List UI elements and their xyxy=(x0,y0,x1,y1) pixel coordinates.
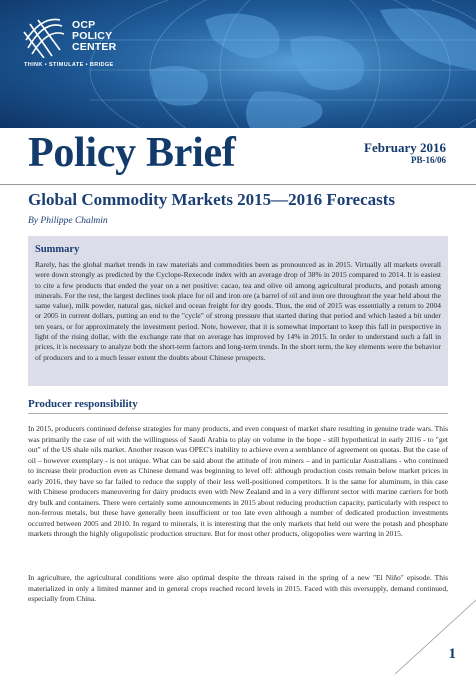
body-paragraph-1: In 2015, producers continued defense strategies for many products, and even conquest of market share resulting in genuine trade wars. This was primarily the case of oil with the willingness of Saudi Arabia to play on volume in the hope - still hypothetical in early 2016 - to "get out" of the US shale oils market. Another reason was OPEC's inability to achieve even a semblance of agreement on quotas. But the case of oil – however exemplary - is not unique. What can be said about the attitude of iron miners – and in particular Australians - who continued to increase their production even as Chinese demand was beginning to level off: although production costs remain below market prices in early 2016, they have so far failed to reduce the supply of their less well-positioned competitors. It is the same for aluminum, in this case with Chinese producers maneuvering for dairy products even with New Zealand and in a very different sector with marine carriers for both dry bulk and containers. There were certainly some announcements in 2015 about reducing production capacity, particularly with respect to non-ferrous metals, but these have generally been insufficient or too late even although a number of dedicated production investments occurred between 2005 and 2010. In regard to minerals, it is interesting that the only markets that held out were the potash and phosphate markets through the highly oligopolistic production structure. But for most other products, oligopolies were warring in 2015. xyxy=(28,424,448,538)
page-title: Policy Brief xyxy=(28,130,236,176)
publication-date: February 2016 xyxy=(364,140,446,155)
page-number: 1 xyxy=(448,646,456,662)
logo-line-ocp: OCP xyxy=(72,19,96,31)
article-headline: Global Commodity Markets 2015—2016 Forecasts xyxy=(28,190,396,209)
author-byline: By Philippe Chalmin xyxy=(28,216,108,226)
logo-tagline: THINK • STIMULATE • BRIDGE xyxy=(24,62,114,68)
summary-heading: Summary xyxy=(35,244,80,255)
section-heading: Producer responsibility xyxy=(28,398,448,414)
logo-line-center: CENTER xyxy=(72,41,117,53)
body-paragraph-2: In agriculture, the agricultural conditions were also optimal despite the threats raised in the spring of a new "El Niño" episode. This materialized in only a limited manner and in general crops reached record levels in 2015. Faced with this oversupply, demand continued, especially from China. xyxy=(28,573,448,603)
summary-text: Rarely, has the global market trends in raw materials and commodities been as pronounced as in 2015. Virtually all markets overall were down strongly as predicted by the Cyclope-Rexecode index with an average drop of 38% in 2015 compared to 2014. It is easiest to cite a few products that ended the year on a net positive: cacao, tea and olive oil among agricultural products, and potash among minerals. For the rest, the largest declines took place for oil and iron ore (a barrel of oil and iron ore throughout the year held about the same value), milk powder, natural gas, nickel and ocean freight for dry goods. Thus, the end of 2015 was essentially a return to 2004 or 2005 in current dollars, putting an end to the "cycle" of strong pressure that started during that period and which lasted a bit under ten years, or for approximately the investment period. Note, however, that it is somewhat important to keep this fall in perspective in light of the rising dollar, with the exchange rate that on average has improved by 14% in 2015. In order to understand such a fall in prices, it is necessary to analyze both the short-term factors and long-term trends. In the short term, the key elements were the behavior of producers and to a much lesser extent the doubts about Chinese prospects. xyxy=(35,260,441,362)
brief-number: PB-16/06 xyxy=(411,155,446,165)
logo-line-policy: POLICY xyxy=(72,30,113,42)
